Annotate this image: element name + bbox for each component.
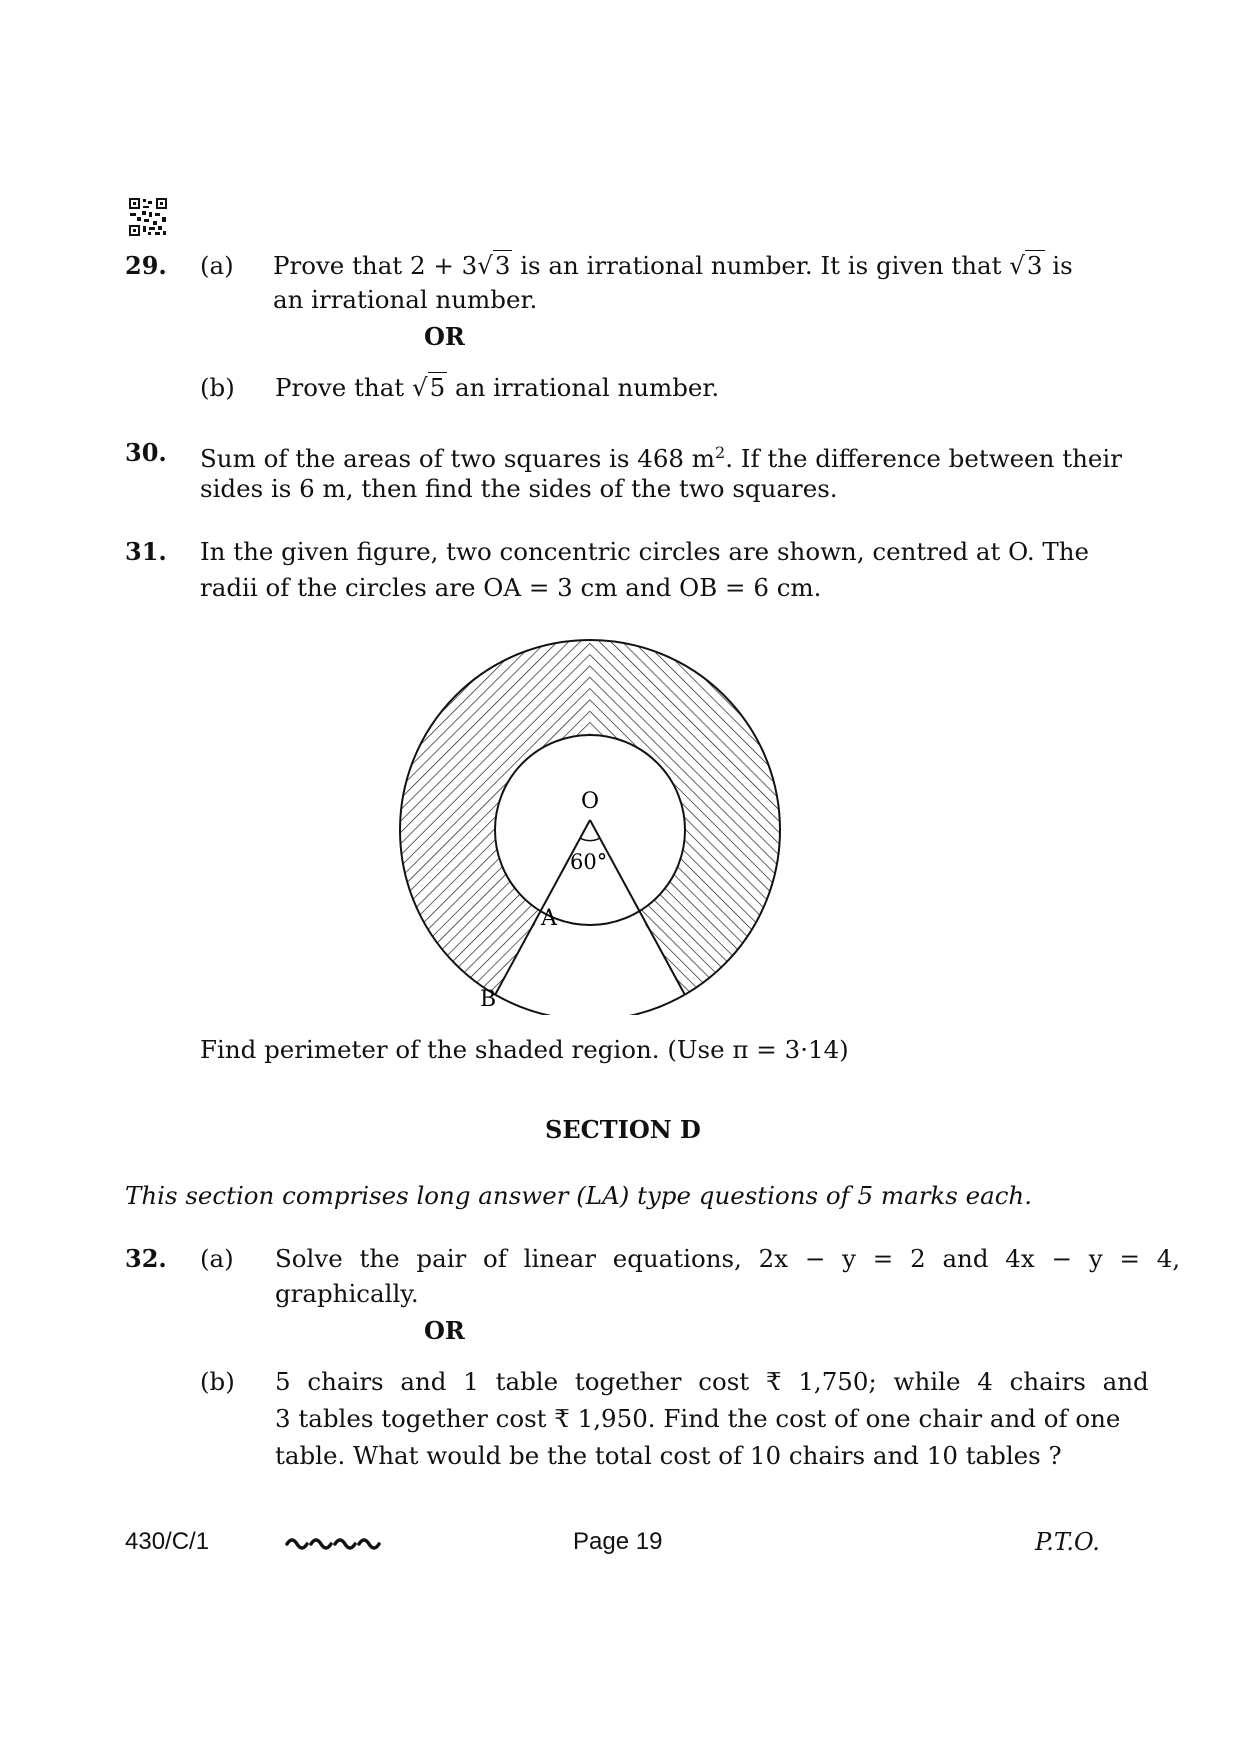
section-title: SECTION D bbox=[545, 1115, 701, 1144]
q29-b-line1 bbox=[275, 371, 719, 405]
q29-a-text2: is an irrational number. It is given that bbox=[512, 251, 1010, 280]
inner-circle bbox=[495, 735, 685, 925]
qr-code bbox=[128, 197, 168, 237]
sqrt-symbol: √3 bbox=[477, 251, 511, 280]
q29-a-radicand2: 3 bbox=[1026, 251, 1043, 280]
q32-a-line2: graphically. bbox=[275, 1279, 419, 1308]
q29-a-text3: is bbox=[1044, 251, 1073, 280]
label-o: O bbox=[581, 789, 600, 814]
q29-b-radicand: 5 bbox=[429, 373, 446, 402]
wavy-line-icon bbox=[285, 1532, 385, 1552]
q32-or: OR bbox=[424, 1316, 465, 1345]
q32-b-line2: 3 tables together cost ₹ 1,950. Find the cost of one chair and of one bbox=[275, 1404, 1121, 1433]
q29-b-label: (b) bbox=[200, 373, 235, 402]
question-number-31: 31. bbox=[125, 537, 167, 566]
concentric-circles-figure bbox=[380, 615, 800, 1015]
q29-b-text2: an irrational number. bbox=[447, 373, 720, 402]
section-instruction: This section comprises long answer (LA) type questions of 5 marks each. bbox=[125, 1181, 1033, 1210]
page-number: Page 19 bbox=[573, 1528, 663, 1555]
q32-b-line3: table. What would be the total cost of 10 chairs and 10 tables ? bbox=[275, 1441, 1062, 1470]
question-number-30: 30. bbox=[125, 438, 167, 467]
q29-b-text1: Prove that bbox=[275, 373, 412, 402]
q29-a-line1 bbox=[273, 249, 1073, 283]
q32-b-label: (b) bbox=[200, 1367, 235, 1396]
sqrt-symbol: √5 bbox=[411, 373, 446, 402]
question-number-29: 29. bbox=[125, 251, 167, 280]
pto-label: P.T.O. bbox=[1035, 1528, 1100, 1556]
q29-or: OR bbox=[424, 322, 465, 351]
q30-line1-post: . If the difference between their bbox=[725, 444, 1122, 474]
q31-find: Find perimeter of the shaded region. (Use π = 3·14) bbox=[200, 1035, 849, 1064]
q29-a-label: (a) bbox=[200, 251, 234, 280]
angle-arc bbox=[580, 838, 600, 841]
q32-a-line1: Solve the pair of linear equations, 2x − y = 2 and 4x − y = 4, bbox=[275, 1244, 1181, 1273]
q30-line2: sides is 6 m, then find the sides of the two squares. bbox=[200, 474, 838, 503]
q30-line1 bbox=[200, 436, 1122, 476]
q32-a-label: (a) bbox=[200, 1244, 234, 1273]
question-number-32: 32. bbox=[125, 1244, 167, 1273]
q31-line2: radii of the circles are OA = 3 cm and OB = 6 cm. bbox=[200, 573, 822, 602]
q29-a-text1: Prove that 2 + 3 bbox=[273, 251, 478, 280]
q29-a-line2: an irrational number. bbox=[273, 285, 538, 314]
q29-a-radicand1: 3 bbox=[494, 251, 511, 280]
q30-line1-pre: Sum of the areas of two squares is 468 m bbox=[200, 444, 716, 474]
label-angle: 60° bbox=[570, 850, 608, 874]
q31-line1: In the given figure, two concentric circles are shown, centred at O. The bbox=[200, 537, 1090, 566]
sqrt-symbol: √3 bbox=[1009, 251, 1043, 280]
q30-superscript: 2 bbox=[715, 443, 726, 462]
paper-code: 430/C/1 bbox=[125, 1528, 210, 1555]
label-a: A bbox=[541, 906, 557, 931]
q32-b-line1: 5 chairs and 1 table together cost ₹ 1,750; while 4 chairs and bbox=[275, 1367, 1149, 1396]
label-b: B bbox=[480, 987, 497, 1012]
